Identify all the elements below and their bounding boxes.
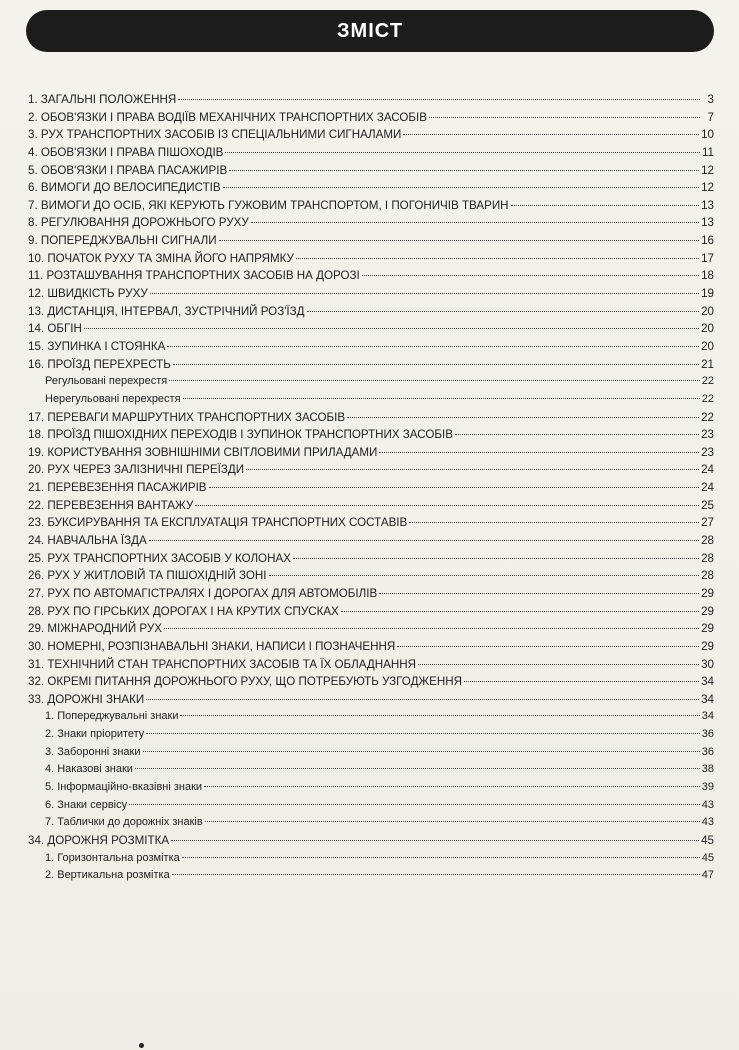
toc-entry-title: 21. ПЕРЕВЕЗЕННЯ ПАСАЖИРІВ bbox=[28, 481, 207, 495]
toc-entry-title: 4. ОБОВ'ЯЗКИ І ПРАВА ПІШОХОДІВ bbox=[28, 145, 224, 159]
toc-entry-title: 1. Горизонтальна розмітка bbox=[45, 851, 180, 864]
toc-entry[interactable] bbox=[28, 832, 714, 850]
dot-leader bbox=[379, 452, 699, 453]
toc-entry-title: 5. Інформаційно-вказівні знаки bbox=[45, 780, 203, 793]
toc-entry[interactable] bbox=[28, 532, 714, 550]
dot-leader bbox=[164, 628, 699, 629]
toc-subentry[interactable] bbox=[28, 797, 714, 815]
toc-page-number: 12 bbox=[701, 181, 714, 195]
toc-entry-title: 29. МІЖНАРОДНИЙ РУХ bbox=[28, 622, 162, 636]
dot-leader bbox=[251, 222, 699, 223]
toc-entry-title: 14. ОБГІН bbox=[28, 322, 82, 336]
toc-entry-title: 2. ОБОВ'ЯЗКИ І ПРАВА ВОДІЇВ МЕХАНІЧНИХ ТРАНСПОРТНИХ ЗАСОБІВ bbox=[28, 110, 427, 124]
toc-entry-title: 8. РЕГУЛЮВАННЯ ДОРОЖНЬОГО РУХУ bbox=[28, 216, 249, 230]
toc-page-number: 11 bbox=[701, 145, 714, 159]
dot-leader bbox=[379, 593, 699, 594]
toc-subentry[interactable] bbox=[28, 761, 714, 779]
dot-leader bbox=[219, 240, 699, 241]
dot-leader bbox=[172, 874, 700, 875]
toc-subentry[interactable] bbox=[28, 744, 714, 762]
toc-entry-title: Нерегульовані перехрестя bbox=[45, 392, 181, 405]
dot-leader bbox=[209, 487, 700, 488]
toc-entry-title: 4. Наказові знаки bbox=[45, 763, 133, 776]
toc-entry[interactable] bbox=[28, 567, 714, 585]
toc-entry[interactable] bbox=[28, 109, 714, 127]
toc-entry[interactable] bbox=[28, 656, 714, 674]
toc-page-number: 45 bbox=[701, 833, 714, 847]
toc-entry-title: 5. ОБОВ'ЯЗКИ І ПРАВА ПАСАЖИРІВ bbox=[28, 163, 228, 177]
toc-entry[interactable] bbox=[28, 320, 714, 338]
toc-page-number: 28 bbox=[701, 534, 714, 548]
dot-leader bbox=[204, 786, 700, 787]
dot-leader bbox=[511, 205, 700, 206]
toc-entry-title: 28. РУХ ПО ГІРСЬКИХ ДОРОГАХ І НА КРУТИХ СПУСКАХ bbox=[28, 604, 339, 618]
toc-entry[interactable] bbox=[28, 91, 714, 109]
dot-leader bbox=[223, 187, 699, 188]
toc-page-number: 3 bbox=[707, 93, 714, 106]
toc-page-number: 18 bbox=[701, 269, 714, 283]
dot-leader bbox=[347, 417, 699, 418]
toc-entry-title: 15. ЗУПИНКА І СТОЯНКА bbox=[28, 339, 166, 353]
toc-entry-title: 26. РУХ У ЖИТЛОВІЙ ТА ПІШОХІДНІЙ ЗОНІ bbox=[28, 569, 267, 583]
dot-leader bbox=[182, 857, 700, 858]
toc-entry-title: 33. ДОРОЖНІ ЗНАКИ bbox=[28, 692, 145, 706]
toc-entry[interactable] bbox=[28, 585, 714, 603]
toc-entry[interactable] bbox=[28, 250, 714, 268]
toc-page-number: 22 bbox=[701, 392, 714, 405]
dot-leader bbox=[135, 768, 700, 769]
dot-leader bbox=[171, 840, 699, 841]
contents-title-bar bbox=[26, 10, 714, 52]
toc-entry-title: 1. Попереджувальні знаки bbox=[45, 710, 179, 723]
toc-page-number: 34 bbox=[701, 675, 714, 689]
toc-page-number: 28 bbox=[701, 551, 714, 565]
toc-page-number: 25 bbox=[701, 498, 714, 512]
toc-entry-title: 3. РУХ ТРАНСПОРТНИХ ЗАСОБІВ ІЗ СПЕЦІАЛЬНИМИ СИГНАЛАМИ bbox=[28, 128, 402, 142]
toc-page-number: 24 bbox=[701, 463, 714, 477]
toc-page-number: 38 bbox=[701, 763, 714, 776]
toc-page-number: 16 bbox=[701, 234, 714, 248]
table-of-contents bbox=[28, 91, 714, 885]
toc-entry[interactable] bbox=[28, 303, 714, 321]
toc-page-number: 43 bbox=[701, 816, 714, 829]
toc-subentry[interactable] bbox=[28, 726, 714, 744]
dot-leader bbox=[169, 380, 700, 381]
dot-leader bbox=[146, 733, 699, 734]
toc-page-number: 12 bbox=[701, 163, 714, 177]
toc-entry[interactable] bbox=[28, 550, 714, 568]
toc-entry[interactable] bbox=[28, 267, 714, 285]
toc-entry-title: 9. ПОПЕРЕДЖУВАЛЬНІ СИГНАЛИ bbox=[28, 234, 217, 248]
toc-entry[interactable] bbox=[28, 214, 714, 232]
toc-page-number: 36 bbox=[701, 745, 714, 758]
dot-leader bbox=[397, 646, 699, 647]
dot-leader bbox=[418, 664, 699, 665]
toc-entry[interactable] bbox=[28, 691, 714, 709]
dot-leader bbox=[362, 275, 699, 276]
page-mark-dot bbox=[139, 1043, 144, 1048]
toc-entry-title: 19. КОРИСТУВАННЯ ЗОВНІШНІМИ СВІТЛОВИМИ ПРИЛАДАМИ bbox=[28, 445, 378, 459]
toc-entry-title: 12. ШВИДКІСТЬ РУХУ bbox=[28, 287, 148, 301]
dot-leader bbox=[180, 715, 699, 716]
toc-entry[interactable] bbox=[28, 144, 714, 162]
dot-leader bbox=[246, 469, 699, 470]
toc-entry[interactable] bbox=[28, 126, 714, 144]
toc-page-number: 17 bbox=[701, 251, 714, 265]
toc-entry[interactable] bbox=[28, 197, 714, 215]
toc-entry-title: 22. ПЕРЕВЕЗЕННЯ ВАНТАЖУ bbox=[28, 498, 194, 512]
toc-entry-title: 13. ДИСТАНЦІЯ, ІНТЕРВАЛ, ЗУСТРІЧНИЙ РОЗ'ЇЗД bbox=[28, 304, 305, 318]
dot-leader bbox=[178, 99, 700, 100]
toc-page-number: 13 bbox=[701, 198, 714, 212]
toc-page-number: 7 bbox=[707, 110, 714, 124]
toc-page-number: 20 bbox=[701, 322, 714, 336]
toc-entry-title: 32. ОКРЕМІ ПИТАННЯ ДОРОЖНЬОГО РУХУ, ЩО ПОТРЕБУЮТЬ УЗГОДЖЕННЯ bbox=[28, 675, 462, 689]
toc-subentry[interactable] bbox=[28, 850, 714, 868]
toc-entry[interactable] bbox=[28, 356, 714, 374]
toc-page-number: 19 bbox=[701, 287, 714, 301]
toc-entry[interactable] bbox=[28, 638, 714, 656]
dot-leader bbox=[150, 293, 699, 294]
toc-entry[interactable] bbox=[28, 603, 714, 621]
toc-page-number: 34 bbox=[701, 710, 714, 723]
toc-page-number: 21 bbox=[701, 357, 714, 371]
dot-leader bbox=[195, 505, 699, 506]
dot-leader bbox=[229, 170, 699, 171]
dot-leader bbox=[129, 804, 700, 805]
toc-subentry[interactable] bbox=[28, 779, 714, 797]
toc-entry[interactable] bbox=[28, 620, 714, 638]
dot-leader bbox=[403, 134, 699, 135]
toc-page-number: 24 bbox=[701, 481, 714, 495]
dot-leader bbox=[455, 434, 699, 435]
dot-leader bbox=[146, 699, 699, 700]
toc-page-number: 39 bbox=[701, 780, 714, 793]
toc-entry[interactable] bbox=[28, 232, 714, 250]
toc-page-number: 34 bbox=[701, 692, 714, 706]
toc-entry[interactable] bbox=[28, 497, 714, 515]
toc-entry-title: 6. Знаки сервісу bbox=[45, 798, 128, 811]
dot-leader bbox=[183, 398, 700, 399]
toc-page-number: 29 bbox=[701, 586, 714, 600]
toc-entry[interactable] bbox=[28, 409, 714, 427]
dot-leader bbox=[429, 117, 700, 118]
toc-entry-title: 20. РУХ ЧЕРЕЗ ЗАЛІЗНИЧНІ ПЕРЕЇЗДИ bbox=[28, 463, 245, 477]
toc-page-number: 23 bbox=[701, 445, 714, 459]
toc-entry-title: 3. Заборонні знаки bbox=[45, 745, 141, 758]
toc-entry-title: 17. ПЕРЕВАГИ МАРШРУТНИХ ТРАНСПОРТНИХ ЗАСОБІВ bbox=[28, 410, 346, 424]
dot-leader bbox=[293, 558, 699, 559]
toc-entry-title: 11. РОЗТАШУВАННЯ ТРАНСПОРТНИХ ЗАСОБІВ НА ДОРОЗІ bbox=[28, 269, 360, 283]
toc-page-number: 20 bbox=[701, 339, 714, 353]
toc-page-number: 36 bbox=[701, 728, 714, 741]
dot-leader bbox=[296, 258, 699, 259]
contents-title: ЗМІСТ bbox=[337, 19, 403, 42]
dot-leader bbox=[143, 751, 700, 752]
toc-page-number: 47 bbox=[701, 869, 714, 882]
toc-page-number: 13 bbox=[701, 216, 714, 230]
toc-entry-title: 27. РУХ ПО АВТОМАГІСТРАЛЯХ І ДОРОГАХ ДЛЯ АВТОМОБІЛІВ bbox=[28, 586, 378, 600]
toc-subentry[interactable] bbox=[28, 391, 714, 409]
toc-entry-title: 10. ПОЧАТОК РУХУ ТА ЗМІНА ЙОГО НАПРЯМКУ bbox=[28, 251, 294, 265]
toc-entry[interactable] bbox=[28, 673, 714, 691]
toc-page-number: 10 bbox=[701, 128, 714, 142]
dot-leader bbox=[167, 346, 699, 347]
toc-page-number: 29 bbox=[701, 622, 714, 636]
toc-entry-title: 30. НОМЕРНІ, РОЗПІЗНАВАЛЬНІ ЗНАКИ, НАПИСИ І ПОЗНАЧЕННЯ bbox=[28, 639, 396, 653]
toc-entry-title: 34. ДОРОЖНЯ РОЗМІТКА bbox=[28, 833, 170, 847]
toc-entry[interactable] bbox=[28, 426, 714, 444]
toc-entry[interactable] bbox=[28, 285, 714, 303]
toc-page-number: 45 bbox=[701, 851, 714, 864]
toc-entry[interactable] bbox=[28, 338, 714, 356]
dot-leader bbox=[307, 311, 700, 312]
dot-leader bbox=[341, 611, 699, 612]
dot-leader bbox=[409, 522, 699, 523]
toc-entry-title: Регульовані перехрестя bbox=[45, 375, 168, 388]
toc-entry-title: 6. ВИМОГИ ДО ВЕЛОСИПЕДИСТІВ bbox=[28, 181, 221, 195]
toc-entry-title: 18. ПРОЇЗД ПІШОХІДНИХ ПЕРЕХОДІВ І ЗУПИНОК ТРАНСПОРТНИХ ЗАСОБІВ bbox=[28, 428, 453, 442]
toc-entry[interactable] bbox=[28, 479, 714, 497]
toc-page-number: 20 bbox=[701, 304, 714, 318]
toc-entry-title: 7. Таблички до дорожніх знаків bbox=[45, 816, 203, 829]
toc-page-number: 27 bbox=[701, 516, 714, 530]
toc-page-number: 22 bbox=[701, 375, 714, 388]
toc-entry-title: 31. ТЕХНІЧНИЙ СТАН ТРАНСПОРТНИХ ЗАСОБІВ ТА ЇХ ОБЛАДНАННЯ bbox=[28, 657, 416, 671]
toc-page-number: 22 bbox=[701, 410, 714, 424]
toc-entry-title: 2. Знаки пріоритету bbox=[45, 728, 145, 741]
toc-subentry[interactable] bbox=[28, 867, 714, 885]
toc-page-number: 29 bbox=[701, 604, 714, 618]
toc-entry-title: 2. Вертикальна розмітка bbox=[45, 869, 170, 882]
dot-leader bbox=[173, 364, 699, 365]
toc-subentry[interactable] bbox=[28, 373, 714, 391]
toc-entry-title: 24. НАВЧАЛЬНА ЇЗДА bbox=[28, 534, 147, 548]
dot-leader bbox=[205, 821, 700, 822]
toc-page-number: 23 bbox=[701, 428, 714, 442]
toc-page-number: 43 bbox=[701, 798, 714, 811]
toc-entry-title: 7. ВИМОГИ ДО ОСІБ, ЯКІ КЕРУЮТЬ ГУЖОВИМ ТРАНСПОРТОМ, І ПОГОНИЧІВ ТВАРИН bbox=[28, 198, 509, 212]
dot-leader bbox=[464, 681, 699, 682]
toc-page-number: 28 bbox=[701, 569, 714, 583]
toc-entry[interactable] bbox=[28, 179, 714, 197]
toc-entry[interactable] bbox=[28, 444, 714, 462]
toc-page-number: 29 bbox=[701, 639, 714, 653]
toc-entry-title: 23. БУКСИРУВАННЯ ТА ЕКСПЛУАТАЦІЯ ТРАНСПОРТНИХ СОСТАВІВ bbox=[28, 516, 408, 530]
toc-subentry[interactable] bbox=[28, 708, 714, 726]
dot-leader bbox=[269, 575, 700, 576]
toc-entry-title: 25. РУХ ТРАНСПОРТНИХ ЗАСОБІВ У КОЛОНАХ bbox=[28, 551, 291, 565]
toc-entry-title: 16. ПРОЇЗД ПЕРЕХРЕСТЬ bbox=[28, 357, 171, 371]
toc-entry[interactable] bbox=[28, 461, 714, 479]
dot-leader bbox=[84, 328, 699, 329]
toc-page-number: 30 bbox=[701, 657, 714, 671]
toc-entry[interactable] bbox=[28, 514, 714, 532]
dot-leader bbox=[149, 540, 699, 541]
toc-entry-title: 1. ЗАГАЛЬНІ ПОЛОЖЕННЯ bbox=[28, 93, 177, 106]
dot-leader bbox=[225, 152, 700, 153]
toc-subentry[interactable] bbox=[28, 814, 714, 832]
toc-entry[interactable] bbox=[28, 162, 714, 180]
